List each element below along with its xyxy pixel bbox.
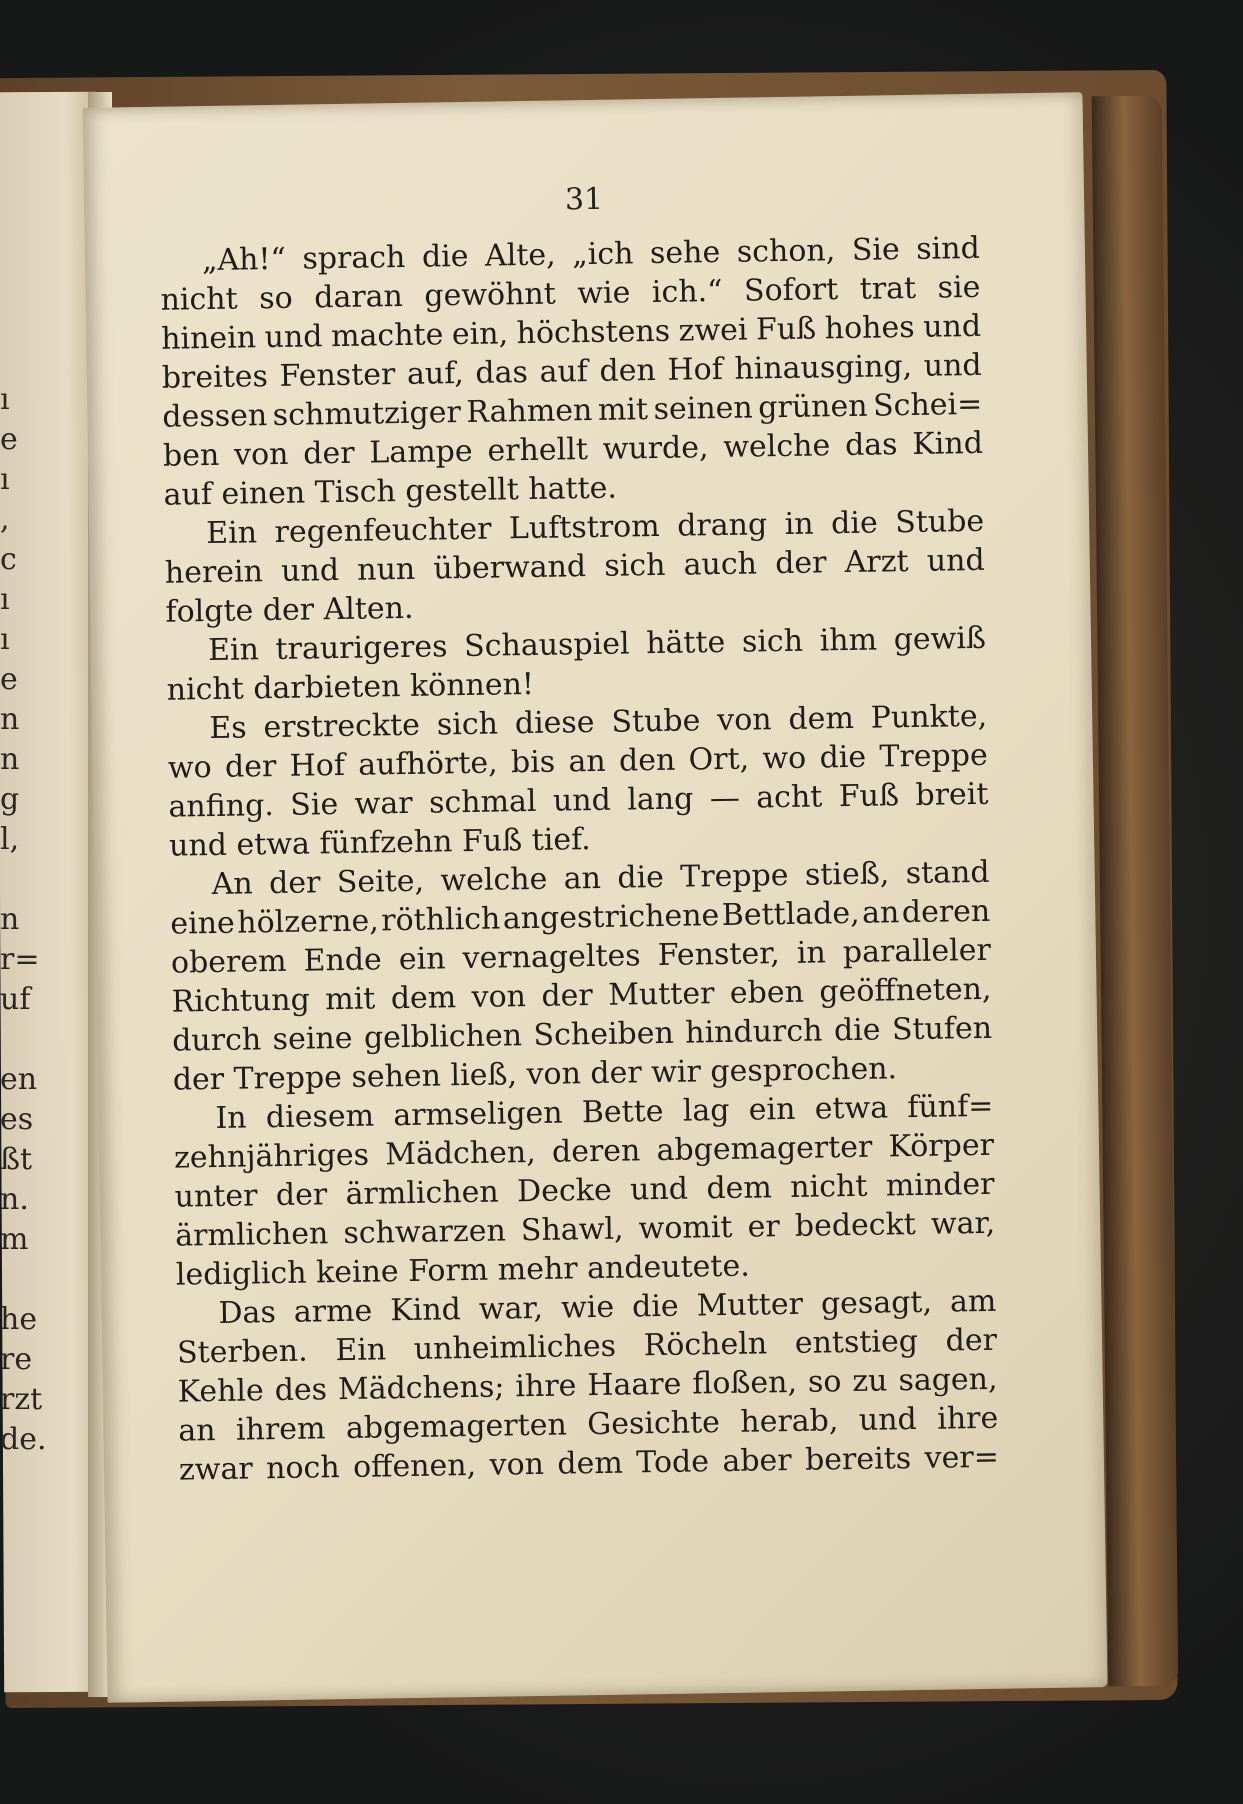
word: die [631,1288,679,1325]
word: ein [748,1091,796,1128]
word: wie [577,275,631,312]
word: Alte, [484,237,556,274]
left-fragment: l, [0,822,20,857]
word: Fuß [755,311,817,348]
word: unheimliches [413,1328,617,1367]
word: aber [722,1442,792,1480]
word: angestrichene [502,898,720,937]
left-fragment: n [0,902,20,937]
word: welche [723,428,831,465]
left-fragment: ı [0,462,10,497]
word: so [258,280,293,317]
word: Seite, [336,863,425,901]
left-fragment: ı [0,582,10,617]
word: von [489,1446,545,1483]
word: In [215,1100,247,1136]
word: des [274,1372,328,1409]
word: von [233,436,289,473]
word: war, [478,1290,544,1327]
left-fragment: g [0,782,20,817]
left-fragment: e [0,662,18,697]
left-fragment [0,1020,60,1060]
word: eben [729,974,805,1011]
word: hinausging, [734,348,913,387]
word: Ein [335,1332,387,1369]
word: bereits [804,1441,912,1478]
word: machte [330,317,444,355]
left-fragment: m [0,1222,29,1257]
word: oberem [170,943,287,981]
word: war [354,785,413,822]
word: gewöhnt [424,276,557,314]
word: schmal [428,783,537,821]
left-fragment: re [0,1342,33,1377]
line-text: der Treppe sehen ließ, von der wir gesprochen. [172,1051,898,1098]
left-fragment [0,1260,60,1300]
word: Haare [587,1366,682,1404]
word: herein [164,554,264,591]
word: deren [901,893,991,931]
word: Körper [888,1127,995,1165]
left-fragment: rzt [0,1382,43,1417]
word: seine [272,1020,353,1058]
word: der [275,1177,328,1214]
word: Mädchen, [384,1134,537,1173]
word: ihre [936,1400,999,1437]
word: geöffneten, [819,971,992,1010]
word: zu [852,1363,888,1400]
word: seinen [653,390,753,428]
word: Mutter [696,1286,804,1324]
left-fragment [0,860,60,900]
left-fragment: ßt [0,1142,33,1177]
word: Fenster [279,357,396,394]
left-fragment: n [0,742,20,777]
word: die [833,1012,881,1049]
word: ärmlichen [345,1174,499,1212]
page-body-text [160,229,1000,1490]
word: entstieg [794,1323,919,1361]
word: fünf= [907,1088,994,1126]
word: und [552,782,612,819]
word: eine [170,905,236,942]
left-fragment: es [0,1102,34,1137]
word: ein, [451,316,509,353]
left-fragment: n [0,702,20,737]
word: Stube [611,703,701,740]
left-fragment: en [0,1062,38,1097]
word: höchstens [516,313,671,352]
word: durch [171,1022,262,1059]
word: von [471,979,527,1015]
word: Mädchens; [337,1369,505,1408]
word: Punkte, [870,698,988,736]
word: Röcheln [643,1326,768,1364]
word: zwei [678,312,748,349]
word: in [796,935,827,971]
word: Shawl, [520,1211,624,1249]
word: zehnjähriges [173,1137,370,1176]
word: hindurch [684,1013,823,1051]
word: daran [313,278,404,316]
word: armseligen [393,1095,563,1134]
word: und [923,347,982,384]
word: sehe [649,234,721,272]
word: wurde, [602,430,709,467]
left-fragment: ı [0,382,10,417]
word: am [949,1283,997,1320]
left-fragment: , [0,502,10,537]
word: Gesichte [586,1405,721,1443]
word: Kind [912,425,984,462]
word: die [421,238,469,275]
word: der [774,545,827,582]
word: breites [161,359,269,396]
word: — [709,780,741,817]
word: den [618,742,676,779]
line-text: folgte der Alten. [165,590,414,630]
word: der [541,978,594,1014]
word: Ende [303,942,383,979]
word: gelblichen [363,1018,523,1056]
word: trat [859,270,917,307]
word: die [617,859,665,896]
word: Fuß [838,778,900,815]
left-fragment: uf [0,982,31,1017]
word: Bette [581,1093,664,1131]
word: Tode [636,1444,710,1481]
word: dem [390,980,457,1017]
word: hölzerne, [237,903,380,941]
word: hätte [645,624,726,662]
word: auch [683,546,758,583]
word: Sie [290,787,339,823]
word: ich.“ [651,273,723,311]
word: der [945,1322,998,1359]
word: Arzt [844,544,909,581]
word: mit [324,981,376,1018]
word: gesagt, [820,1284,933,1322]
word: der [268,865,321,902]
word: die [830,505,878,542]
word: sagen, [898,1361,998,1399]
word: Sofort [743,272,839,309]
word: an [861,895,900,931]
word: Sie [851,232,900,268]
word: schwarzen [343,1213,507,1251]
word: an [568,743,606,780]
word: Bettlade, [721,895,860,934]
left-fragment: de. [0,1422,47,1457]
word: hohes [824,309,915,347]
word: Ort, [688,741,750,778]
word: stand [905,854,990,892]
word: floßen, [692,1364,798,1402]
word: stieß, [804,856,890,893]
word: etwa [814,1090,889,1127]
page-number: 31 [564,181,604,218]
word: und [926,542,985,579]
word: ein [398,941,446,978]
word: und [264,319,323,356]
word: dessen [162,398,268,435]
word: Ein [207,632,260,669]
left-fragment: r= [0,942,40,977]
word: ihrem [235,1411,326,1448]
word: abgemagerten [345,1407,568,1446]
left-fragment: e [0,422,18,457]
word: paralleler [842,932,992,971]
word: Fenster, [657,936,781,974]
word: bis [510,744,556,781]
word: er [747,1209,780,1245]
word: an [563,860,602,897]
word: sind [915,230,981,267]
word: grünen [758,388,868,426]
word: röthlich [380,901,501,939]
word: wie [560,1289,615,1326]
left-fragment: c [0,542,17,577]
word: diesem [265,1098,375,1136]
word: Kind [390,1292,462,1329]
word: Stufen [891,1010,993,1048]
word: und [629,1171,689,1208]
word: Hof [667,351,724,388]
word: offenen, [352,1447,477,1485]
word: in [784,506,814,542]
word: Treppe [680,857,789,895]
word: erhellt [487,432,589,469]
right-page [83,92,1108,1703]
word: Stube [894,503,985,541]
word: acht [755,779,823,816]
word: vernageltes [462,938,641,977]
word: regenfeuchter [274,511,492,550]
word: Es [209,710,247,747]
word: sich [604,547,666,584]
word: ärmlichen [174,1216,329,1254]
word: Rahmen [466,392,593,430]
word: und [280,552,340,589]
word: der [303,435,355,472]
line-text: auf einen Tisch gestellt hatte. [163,470,618,513]
word: auf, [406,355,465,392]
word: sich [741,623,804,660]
word: das [475,354,529,391]
word: Richtung [171,982,311,1020]
word: den [599,352,657,389]
word: „Ah!“ [201,241,287,279]
word: überwand [433,549,587,587]
word: gewiß [893,620,987,658]
line-text: und etwa fünfzehn Fuß tief. [168,822,591,864]
word: abgemagerter [656,1129,873,1169]
word: Lampe [369,433,473,471]
word: Mutter [607,976,715,1013]
word: Treppe [879,737,988,775]
word: breit [915,776,989,813]
word: Luftstrom [508,508,660,547]
word: so [807,1364,842,1400]
word: und [858,1402,917,1438]
word: ihre [515,1368,577,1405]
word: arme [293,1293,373,1330]
word: dem [706,1170,773,1207]
word: ver= [924,1439,1000,1476]
word: erstreckte [263,707,421,746]
word: lag [682,1092,730,1129]
word: deren [551,1133,641,1170]
word: mit [597,392,649,428]
word: sich [436,706,499,743]
word: lang [627,781,694,818]
word: An [211,866,254,903]
word: zwar [178,1451,253,1488]
word: war, [930,1205,996,1242]
word: Das [218,1295,277,1331]
word: Schauspiel [463,626,630,665]
word: an [178,1413,216,1449]
word: welche [440,861,548,899]
word: sie [937,269,981,306]
word: aufhörte, [357,745,498,783]
word: diese [514,704,595,742]
word: schmutziger [272,395,462,433]
word: traurigeres [275,629,448,667]
word: bedeckt [794,1207,917,1244]
word: Schei= [872,386,983,424]
word: das [844,427,898,464]
left-fragment: ı [0,622,10,657]
word: wo [167,750,212,786]
line-text: lediglich keine Form mehr andeutete. [175,1248,751,1293]
word: Decke [516,1172,612,1210]
word: der [224,748,277,785]
word: ben [162,437,220,474]
word: hinein [160,320,257,357]
word: ihm [819,622,878,659]
word: Ein [205,515,258,552]
word: von [716,702,772,739]
word: wo [762,740,807,777]
word: noch [265,1450,340,1487]
word: Kehle [177,1373,265,1410]
word: nun [356,551,416,588]
word: Sterben. [176,1333,308,1371]
word: minder [885,1166,995,1204]
word: dem [557,1445,624,1482]
word: Hof [289,747,346,784]
word: anfing. [168,788,275,825]
word: dem [788,700,855,737]
word: schon, [736,233,836,270]
word: drang [676,507,768,544]
word: herab, [740,1403,839,1440]
word: Scheiben [533,1015,675,1053]
word: sprach [302,239,406,277]
word: die [819,739,867,776]
word: „ich [571,236,634,273]
word: und [922,308,982,345]
word: womit [638,1209,733,1247]
left-fragment: he [0,1302,38,1337]
line-text: nicht darbieten können! [166,666,535,708]
left-page-text-fragments [0,380,60,1460]
left-fragment: n. [0,1182,29,1217]
word: nicht [790,1168,868,1205]
word: nicht [160,281,238,318]
word: unter [174,1178,258,1215]
word: auf [539,354,589,390]
